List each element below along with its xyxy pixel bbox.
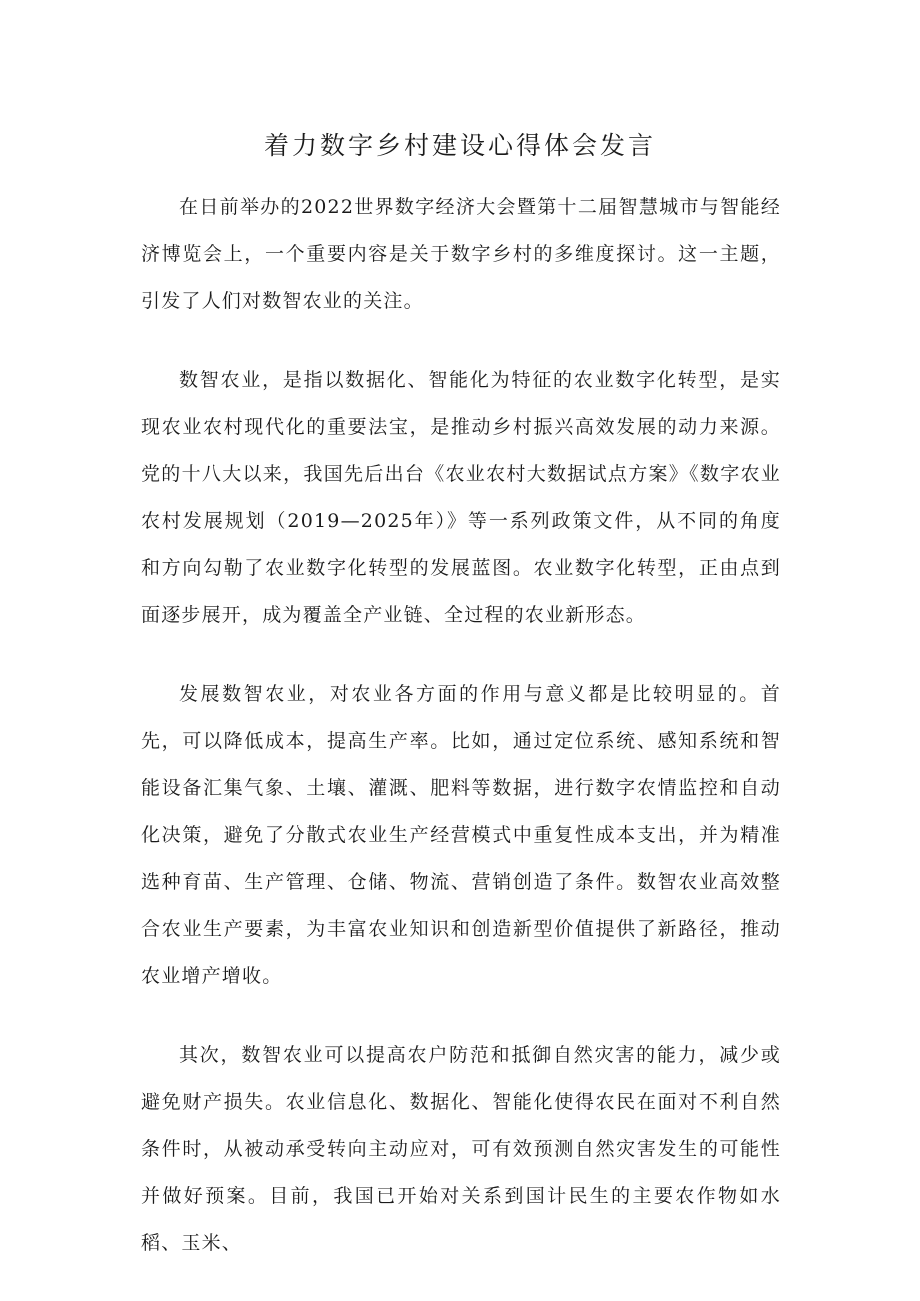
paragraph: 其次，数智农业可以提高农户防范和抵御自然灾害的能力，减少或避免财产损失。农业信息化、数据化、智能化使得农民在面对不利自然条件时，从被动承受转向主动应对，可有效预测自然灾害发生的可能性并做好预案。目前，我国已开始对关系到国计民生的主要农作物如水稻、玉米、 xyxy=(141,1044,781,1254)
paragraph: 发展数智农业，对农业各方面的作用与意义都是比较明显的。首先，可以降低成本，提高生产率。比如，通过定位系统、感知系统和智能设备汇集气象、土壤、灌溉、肥料等数据，进行数字农情监控和自动化决策，避免了分散式农业生产经营模式中重复性成本支出，并为精准选种育苗、生产管理、仓储、物流、营销创造了条件。数智农业高效整合农业生产要素，为丰富农业知识和创造新型价值提供了新路径，推动农业增产增收。 xyxy=(141,683,781,987)
paragraph: 数智农业，是指以数据化、智能化为特征的农业数字化转型，是实现农业农村现代化的重要法宝，是推动乡村振兴高效发展的动力来源。党的十八大以来，我国先后出台《农业农村大数据试点方案》《数字农业农村发展规划（2019—2025年）》等一系列政策文件，从不同的角度和方向勾勒了农业数字化转型的发展蓝图。农业数字化转型，正由点到面逐步展开，成为覆盖全产业链、全过程的农业新形态。 xyxy=(141,369,781,626)
document-body xyxy=(141,184,781,1299)
document-title: 着力数字乡村建设心得体会发言 xyxy=(263,131,656,160)
paragraph: 在日前举办的2022世界数字经济大会暨第十二届智慧城市与智能经济博览会上，一个重要内容是关于数字乡村的多维度探讨。这一主题，引发了人们对数智农业的关注。 xyxy=(141,196,781,312)
